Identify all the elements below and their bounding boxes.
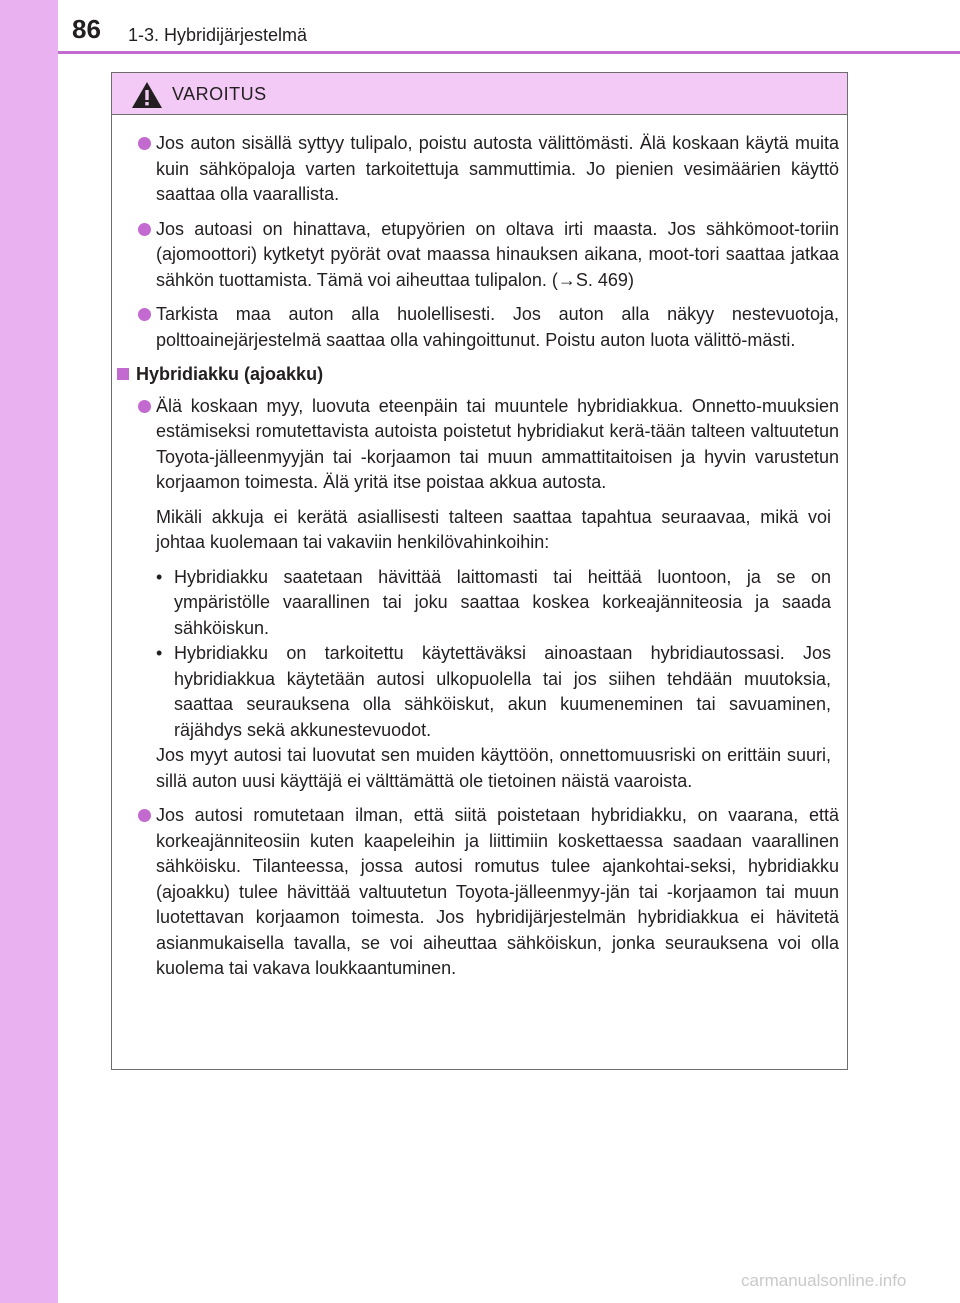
battery-item bbox=[112, 394, 839, 496]
bullet-dot-icon bbox=[138, 308, 151, 321]
battery-item-text: Älä koskaan myy, luovuta eteenpäin tai muuntele hybridiakkua. Onnetto-muuksien estämiseksi romutettavista autoista poistetut hybridiakut kerä-tään talteen valtuutetun Toyota-jälleenmyyjän tai -korjaamon tai muun ammattitaitoisen ja hyvin varustetun korjaamon toimesta. Älä yritä itse poistaa akkua autosta. bbox=[156, 395, 839, 492]
warning-item-text: Jos auton sisällä syttyy tulipalo, poistu autosta välittömästi. Älä koskaan käytä muita kuin sähköpaloja varten tarkoitettuja sammuttimia. Jo pienien vesimäärien käyttö saattaa olla vaarallista. bbox=[156, 133, 839, 204]
side-stripe bbox=[0, 0, 58, 1303]
sale-note: Jos myyt autosi tai luovutat sen muiden käyttöön, onnettomuusriski on erittäin suuri, sillä auton uusi käyttäjä ei välttämättä ole tietoinen näistä vaaroista. bbox=[156, 745, 831, 791]
dash-item bbox=[112, 641, 839, 743]
warning-item-text: Tarkista maa auton alla huolellisesti. Jos auton alla näkyy nestevuotoja, polttoainejärjestelmä saattaa olla vahingoittunut. Poistu auton luota välittö-mästi. bbox=[156, 304, 839, 350]
warning-triangle-icon bbox=[131, 81, 163, 109]
header-rule bbox=[58, 51, 960, 54]
warning-item-text: Jos autoasi on hinattava, etupyörien on oltava irti maasta. Jos sähkömoot-toriin (ajomoottori) kytketyt pyörät ovat maassa hinauksen aikana, moot-tori saattaa jatkaa sähkön tuottamista. Tämä voi aiheuttaa tulipalon. (→S. 469) bbox=[156, 218, 839, 290]
final-item-text: Jos autosi romutetaan ilman, että siitä poistetaan hybridiakku, on vaarana, että korkeajänniteosiin kuten kaapeleihin ja liittimiin koskettaessa saadaan vaarallinen sähköisku. Tilanteessa, jossa autosi romutus tulee ajankohtai-seksi, hybridiakku (ajoakku) tulee hävittää valtuutetun Toyota-jälleenmyy-jän tai -korjaamon tai muun luotettavan korjaamon toimesta. Jos hybridijärjestelmän hybridiakkua ei hävitetä asianmukaisella tavalla, se voi aiheuttaa sähköiskun, jonka seurauksena voi olla kuolema tai vakava loukkaantuminen. bbox=[156, 805, 839, 978]
dash-mark: • bbox=[156, 566, 163, 587]
warning-box bbox=[111, 72, 848, 1070]
warning-header bbox=[112, 73, 847, 115]
warning-item bbox=[112, 302, 839, 353]
dash-mark: • bbox=[156, 643, 163, 663]
page-number: 86 bbox=[72, 14, 101, 44]
warning-body bbox=[112, 115, 847, 982]
subheading bbox=[112, 362, 839, 388]
section-title: 1-3. Hybridijärjestelmä bbox=[128, 25, 308, 45]
dash-item bbox=[112, 565, 839, 642]
bullet-dot-icon bbox=[138, 223, 151, 236]
dash-item-text: Hybridiakku on tarkoitettu käytettäväksi ainoastaan hybridiautossasi. Jos hybridiakkua käytetään autosi ulkopuolella tai jos siihen tehdään muutoksia, saattaa seurauksena olla sähköiskut, akun kuumeneminen tai savuaminen, räjähdys sekä akkunestevuodot. bbox=[174, 643, 831, 740]
bullet-dot-icon bbox=[138, 137, 151, 150]
battery-note: Mikäli akkuja ei kerätä asiallisesti talteen saattaa tapahtua seuraavaa, mikä voi johtaa kuolemaan tai vakaviin henkilövahinkoihin: bbox=[156, 506, 831, 552]
square-bullet-icon bbox=[117, 368, 129, 380]
bullet-dot-icon bbox=[138, 809, 151, 822]
warning-item bbox=[112, 131, 839, 208]
final-item bbox=[112, 803, 839, 982]
dash-item-text: Hybridiakku saatetaan hävittää laittomasti tai heittää luontoon, ja se on ympäristölle vaarallinen tai joku saattaa koskea korkeajänniteosia ja saada sähköiskun. bbox=[174, 566, 831, 638]
warning-item bbox=[112, 217, 839, 294]
watermark: carmanualsonline.info bbox=[741, 1271, 907, 1290]
subheading-text: Hybridiakku (ajoakku) bbox=[136, 364, 324, 384]
bullet-dot-icon bbox=[138, 400, 151, 413]
warning-title: VAROITUS bbox=[172, 84, 267, 104]
